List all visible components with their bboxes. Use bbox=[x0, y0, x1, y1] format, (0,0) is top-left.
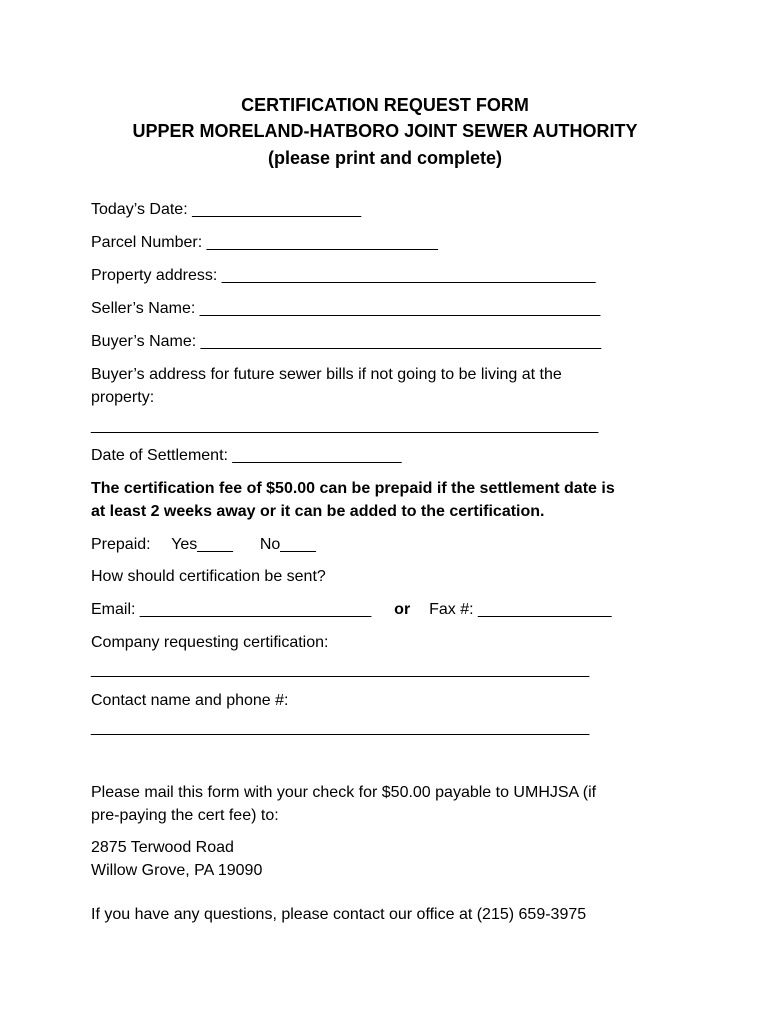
contact-field[interactable]: ________________________________________________________ bbox=[91, 719, 590, 736]
contact-label: Contact name and phone #: bbox=[91, 692, 289, 709]
buyers-name-field[interactable]: Buyer’s Name: _____________________________________________ bbox=[91, 333, 602, 350]
form-instruction: (please print and complete) bbox=[267, 148, 503, 168]
or-separator: or bbox=[394, 601, 411, 618]
parcel-number-field[interactable]: Parcel Number: __________________________ bbox=[91, 234, 438, 251]
buyers-address-field[interactable]: _________________________________________________________ bbox=[91, 417, 599, 434]
prepaid-row bbox=[91, 535, 316, 555]
delivery-question: How should certification be sent? bbox=[91, 568, 326, 585]
prepaid-yes-field[interactable]: Yes____ bbox=[171, 536, 233, 553]
address-city: Willow Grove, PA 19090 bbox=[91, 862, 263, 879]
fee-notice-line1: The certification fee of $50.00 can be prepaid if the settlement date is bbox=[91, 480, 615, 497]
address-street: 2875 Terwood Road bbox=[91, 839, 234, 856]
authority-name: UPPER MORELAND-HATBORO JOINT SEWER AUTHORITY bbox=[132, 121, 638, 141]
form-title: CERTIFICATION REQUEST FORM bbox=[241, 95, 529, 115]
delivery-row bbox=[91, 600, 611, 620]
contact-office-text: If you have any questions, please contact our office at (215) 659-3975 bbox=[91, 906, 587, 923]
todays-date-field[interactable]: Today’s Date: ___________________ bbox=[91, 201, 362, 218]
mailing-instructions-line2: pre-paying the cert fee) to: bbox=[91, 807, 279, 824]
fee-notice-line2: at least 2 weeks away or it can be added to the certification. bbox=[91, 503, 545, 520]
prepaid-label: Prepaid: bbox=[91, 536, 151, 553]
sellers-name-field[interactable]: Seller’s Name: _____________________________________________ bbox=[91, 300, 601, 317]
fax-field[interactable]: Fax #: _______________ bbox=[429, 601, 612, 618]
buyers-address-label-cont: property: bbox=[91, 389, 155, 406]
email-field[interactable]: Email: __________________________ bbox=[91, 601, 372, 618]
company-label: Company requesting certification: bbox=[91, 634, 329, 651]
prepaid-no-field[interactable]: No____ bbox=[259, 536, 316, 553]
date-of-settlement-field[interactable]: Date of Settlement: ___________________ bbox=[91, 447, 402, 464]
mailing-instructions-line1: Please mail this form with your check for $50.00 payable to UMHJSA (if bbox=[91, 784, 597, 801]
buyers-address-label: Buyer’s address for future sewer bills if not going to be living at the bbox=[91, 366, 562, 383]
property-address-field[interactable]: Property address: __________________________________________ bbox=[91, 267, 596, 284]
company-field[interactable]: ________________________________________________________ bbox=[91, 661, 590, 678]
